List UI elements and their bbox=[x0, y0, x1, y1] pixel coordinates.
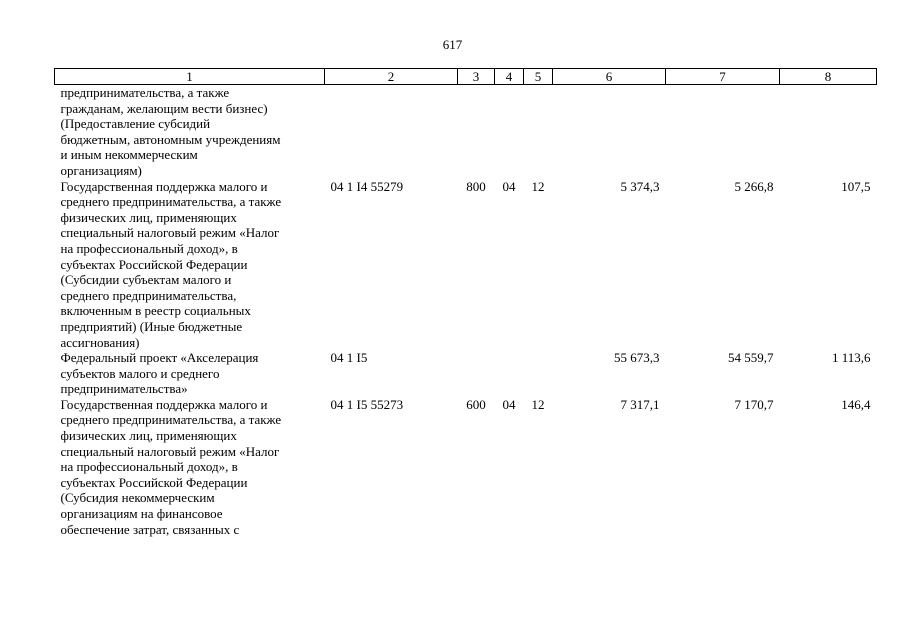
row-amount-col6: 55 673,3 bbox=[614, 350, 660, 366]
row-amount-col6 bbox=[553, 85, 666, 179]
row-expense-type: 800 bbox=[466, 178, 486, 194]
row-expense-type bbox=[458, 85, 495, 179]
row-subsection bbox=[524, 85, 553, 179]
column-header-8: 8 bbox=[780, 69, 877, 85]
row-amount-col8 bbox=[780, 85, 877, 179]
table-row bbox=[55, 350, 877, 397]
row-amount-col6: 7 317,1 bbox=[620, 396, 660, 412]
row-amount-col7: 5 266,8 bbox=[734, 178, 774, 194]
table-row bbox=[55, 397, 877, 537]
row-expense-type: 600 bbox=[466, 396, 486, 412]
row-amount-col6: 5 374,3 bbox=[620, 178, 660, 194]
row-amount-col7: 54 559,7 bbox=[728, 350, 774, 366]
row-section bbox=[495, 350, 524, 397]
row-subsection: 12 bbox=[531, 396, 545, 412]
row-section: 04 bbox=[502, 396, 516, 412]
row-target-code: 04 1 I4 55279 bbox=[330, 178, 404, 194]
page-number: 617 bbox=[442, 37, 463, 52]
row-subsection bbox=[524, 350, 553, 397]
row-subsection: 12 bbox=[531, 178, 545, 194]
budget-table bbox=[54, 68, 877, 537]
row-amount-col7 bbox=[666, 85, 780, 179]
row-target-code: 04 1 I5 55273 bbox=[330, 396, 404, 412]
row-section bbox=[495, 85, 524, 179]
header-row bbox=[55, 69, 877, 85]
row-name: Государственная поддержка малого и среднего предпринимательства, а также физических лиц, применяющих специальный налоговый режим «Налог на профессиональный доход», в субъектах Российской Федерации (Субсидия некоммерческим организациям на финансовое обеспечение затрат, связанных с bbox=[60, 396, 282, 537]
column-header-1: 1 bbox=[55, 69, 325, 85]
column-header-2: 2 bbox=[325, 69, 458, 85]
column-header-7: 7 bbox=[666, 69, 780, 85]
row-amount-col7: 7 170,7 bbox=[734, 396, 774, 412]
column-header-4: 4 bbox=[495, 69, 524, 85]
row-section: 04 bbox=[502, 178, 516, 194]
row-target-code: 04 1 I5 bbox=[330, 350, 368, 366]
row-amount-col8: 146,4 bbox=[841, 396, 871, 412]
row-target-code bbox=[325, 85, 458, 179]
row-expense-type bbox=[458, 350, 495, 397]
table-row bbox=[55, 179, 877, 351]
column-header-3: 3 bbox=[458, 69, 495, 85]
table-row bbox=[55, 85, 877, 179]
row-amount-col8: 107,5 bbox=[841, 178, 871, 194]
row-name: предпринимательства, а также гражданам, желающим вести бизнес) (Предоставление субсидий бюджетным, автономным учреждениям и иным некоммерческим организациям) bbox=[60, 85, 281, 178]
column-header-5: 5 bbox=[524, 69, 553, 85]
row-name: Государственная поддержка малого и среднего предпринимательства, а также физических лиц, применяющих специальный налоговый режим «Налог на профессиональный доход», в субъектах Российской Федерации (Субсидии субъектам малого и среднего предпринимательства, включенным в реестр социальных предприятий) (Иные бюджетные ассигнования) bbox=[60, 178, 282, 350]
row-name: Федеральный проект «Акселерация субъектов малого и среднего предпринимательства» bbox=[60, 350, 259, 397]
row-amount-col8: 1 113,6 bbox=[831, 350, 871, 366]
column-header-6: 6 bbox=[553, 69, 666, 85]
